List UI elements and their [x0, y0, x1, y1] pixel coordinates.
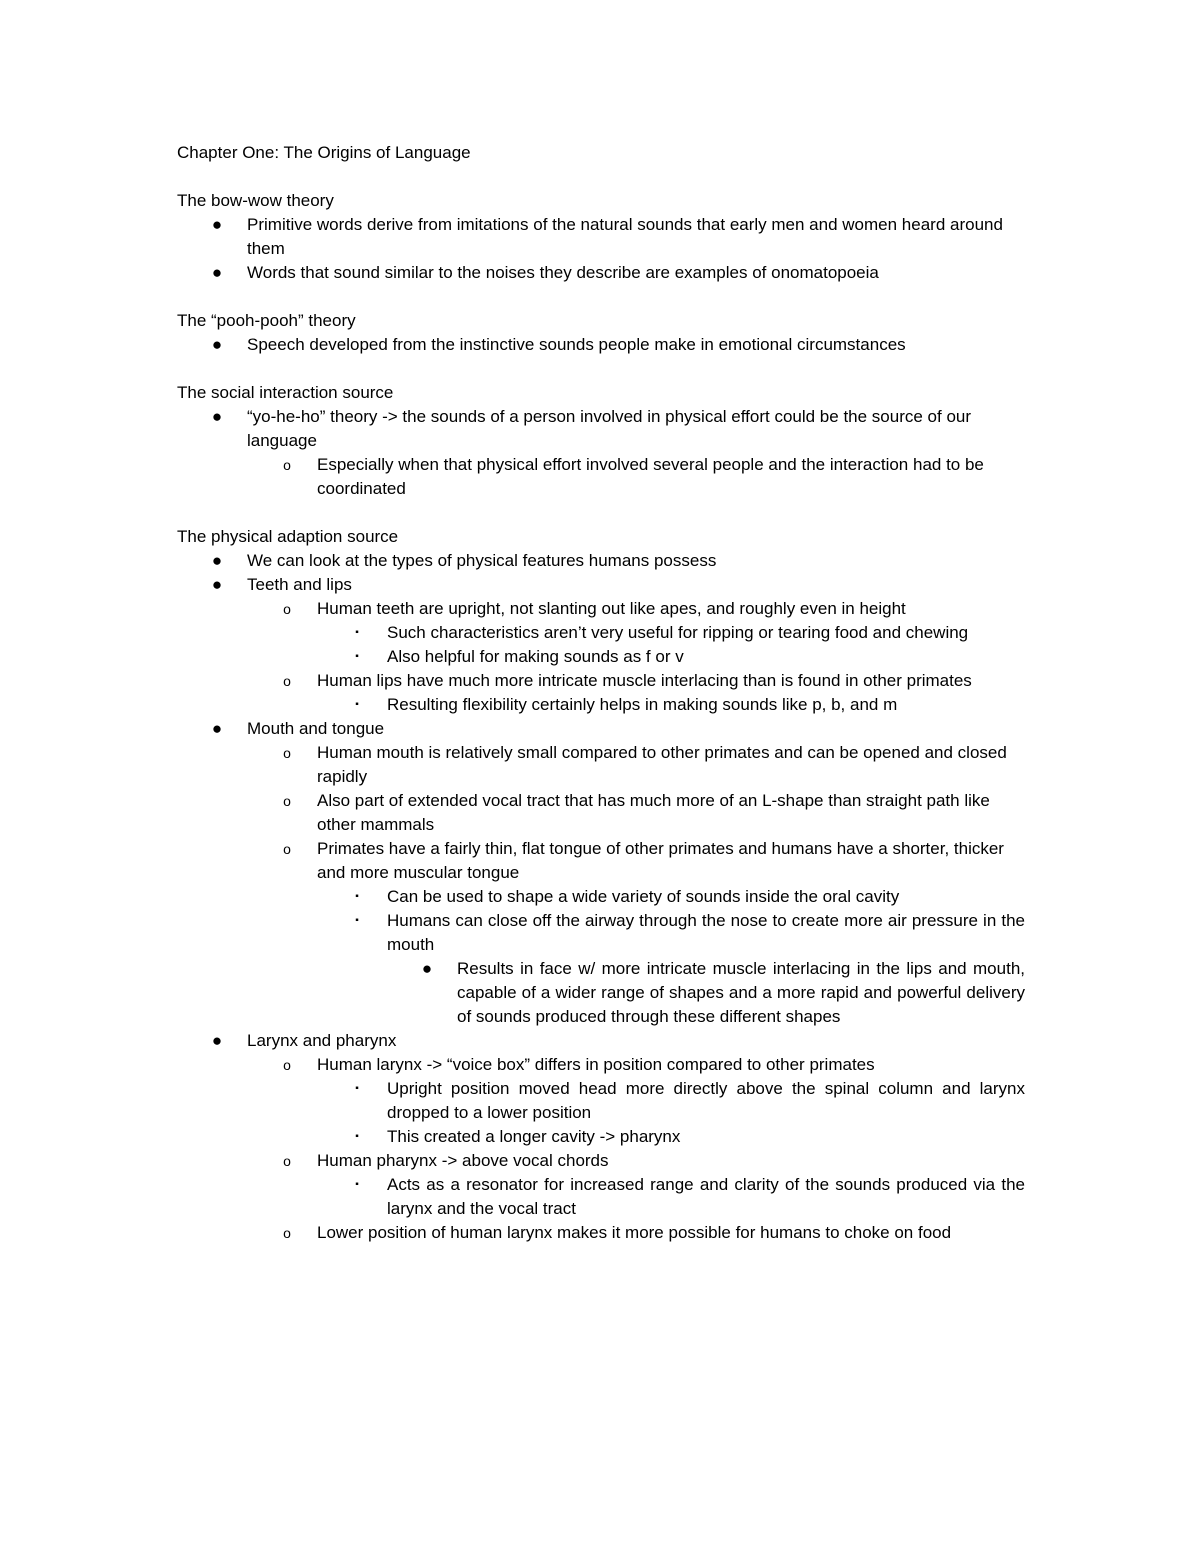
- sub-bullet-list: [177, 741, 1025, 885]
- list-item: [177, 957, 1025, 1029]
- list-item-text: Upright position moved head more directly above the spinal column and larynx dropped to a lower position: [387, 1079, 1025, 1122]
- list-item-text: Human teeth are upright, not slanting out like apes, and roughly even in height: [317, 599, 906, 618]
- sub-bullet-list: [177, 597, 1025, 621]
- square-bullet-icon: ▪: [355, 651, 359, 662]
- list-item: [177, 573, 1025, 597]
- square-bullet-icon: ▪: [355, 1131, 359, 1142]
- bullet-icon: ●: [211, 263, 223, 282]
- square-bullet-icon: ▪: [355, 1083, 359, 1094]
- list-item: [177, 1221, 1025, 1245]
- list-item-text: Such characteristics aren’t very useful for ripping or tearing food and chewing: [387, 623, 969, 642]
- sub-bullet-list: [177, 1053, 1025, 1077]
- list-item: [177, 453, 1025, 501]
- bullet-list: [177, 717, 1025, 741]
- list-item: [177, 1053, 1025, 1077]
- list-item: [177, 1149, 1025, 1173]
- circle-bullet-icon: o: [283, 841, 291, 857]
- list-item: [177, 669, 1025, 693]
- list-item-text: Human lips have much more intricate muscle interlacing than is found in other primates: [317, 671, 972, 690]
- list-item: [177, 909, 1025, 957]
- list-item: [177, 405, 1025, 453]
- section-heading: The physical adaption source: [177, 527, 399, 546]
- list-item-text: We can look at the types of physical features humans possess: [247, 551, 717, 570]
- list-item: [177, 213, 1025, 261]
- section-pooh-pooh: [177, 309, 1025, 357]
- list-item: [177, 621, 1025, 645]
- list-item-text: Larynx and pharynx: [247, 1031, 397, 1050]
- sub-bullet-list: [177, 621, 1025, 669]
- sub-bullet-list: [177, 1077, 1025, 1149]
- square-bullet-icon: ▪: [355, 891, 359, 902]
- bullet-list: [177, 1029, 1025, 1053]
- list-item: [177, 333, 1025, 357]
- list-item-text: Results in face w/ more intricate muscle interlacing in the lips and mouth, capable of a wider range of shapes and a more rapid and powerful delivery of sounds produced through these different shapes: [457, 959, 1025, 1026]
- sub-bullet-list: [177, 885, 1025, 957]
- list-item: [177, 261, 1025, 285]
- list-item: [177, 1077, 1025, 1125]
- list-item-text: Human larynx -> “voice box” differs in position compared to other primates: [317, 1055, 875, 1074]
- list-item-text: Lower position of human larynx makes it more possible for humans to choke on food: [317, 1223, 952, 1242]
- bullet-icon: ●: [421, 959, 433, 978]
- bullet-icon: ●: [211, 407, 223, 426]
- list-item-text: Mouth and tongue: [247, 719, 385, 738]
- section-heading: The “pooh-pooh” theory: [177, 311, 356, 330]
- list-item-text: Humans can close off the airway through the nose to create more air pressure in the mouth: [387, 911, 1025, 954]
- sub-bullet-list: [177, 1149, 1025, 1173]
- section-bow-wow: [177, 189, 1025, 285]
- circle-bullet-icon: o: [283, 793, 291, 809]
- list-item: [177, 741, 1025, 789]
- list-item: [177, 597, 1025, 621]
- list-item: [177, 837, 1025, 885]
- bullet-icon: ●: [211, 719, 223, 738]
- circle-bullet-icon: o: [283, 1057, 291, 1073]
- list-item-text: Also helpful for making sounds as f or v: [387, 647, 684, 666]
- square-bullet-icon: ▪: [355, 699, 359, 710]
- section-physical-adaption: [177, 525, 1025, 1245]
- sub-bullet-list: [177, 693, 1025, 717]
- bullet-icon: ●: [211, 215, 223, 234]
- list-item: [177, 885, 1025, 909]
- section-heading: The bow-wow theory: [177, 191, 334, 210]
- circle-bullet-icon: o: [283, 601, 291, 617]
- list-item-text: Speech developed from the instinctive sounds people make in emotional circumstances: [247, 335, 906, 354]
- list-item: [177, 789, 1025, 837]
- list-item-text: Human mouth is relatively small compared to other primates and can be opened and closed rapidly: [317, 743, 1007, 786]
- circle-bullet-icon: o: [283, 457, 291, 473]
- list-item-text: Also part of extended vocal tract that has much more of an L-shape than straight path like other mammals: [317, 791, 990, 834]
- list-item-text: Can be used to shape a wide variety of sounds inside the oral cavity: [387, 887, 900, 906]
- list-item-text: This created a longer cavity -> pharynx: [387, 1127, 681, 1146]
- list-item: [177, 1125, 1025, 1149]
- list-item: [177, 1173, 1025, 1221]
- bullet-list: [177, 549, 1025, 597]
- list-item-text: Primates have a fairly thin, flat tongue of other primates and humans have a shorter, thicker and more muscular tongue: [317, 839, 1004, 882]
- list-item-text: Teeth and lips: [247, 575, 352, 594]
- sub-bullet-list: [177, 1173, 1025, 1221]
- section-social-interaction: [177, 381, 1025, 501]
- sub-bullet-list: [177, 1221, 1025, 1245]
- circle-bullet-icon: o: [283, 1153, 291, 1169]
- list-item-text: Acts as a resonator for increased range and clarity of the sounds produced via the larynx and the vocal tract: [387, 1175, 1025, 1218]
- circle-bullet-icon: o: [283, 673, 291, 689]
- bullet-icon: ●: [211, 575, 223, 594]
- circle-bullet-icon: o: [283, 745, 291, 761]
- bullet-icon: ●: [211, 335, 223, 354]
- bullet-list: [177, 405, 1025, 453]
- square-bullet-icon: ▪: [355, 627, 359, 638]
- bullet-list: [177, 333, 1025, 357]
- list-item: [177, 693, 1025, 717]
- document-body: [177, 141, 1025, 1245]
- square-bullet-icon: ▪: [355, 1179, 359, 1190]
- circle-bullet-icon: o: [283, 1225, 291, 1241]
- list-item-text: Especially when that physical effort involved several people and the interaction had to be coordinated: [317, 455, 984, 498]
- list-item-text: Primitive words derive from imitations of the natural sounds that early men and women heard around them: [247, 215, 1003, 258]
- list-item: [177, 645, 1025, 669]
- bullet-list: [177, 213, 1025, 285]
- list-item-text: Resulting flexibility certainly helps in making sounds like p, b, and m: [387, 695, 898, 714]
- page-title: Chapter One: The Origins of Language: [177, 143, 471, 162]
- list-item-text: Human pharynx -> above vocal chords: [317, 1151, 609, 1170]
- sub-bullet-list: [177, 669, 1025, 693]
- sub-bullet-list: [177, 957, 1025, 1029]
- sub-bullet-list: [177, 453, 1025, 501]
- list-item-text: “yo-he-ho” theory -> the sounds of a person involved in physical effort could be the source of our language: [247, 407, 972, 450]
- bullet-icon: ●: [211, 1031, 223, 1050]
- list-item: [177, 549, 1025, 573]
- list-item: [177, 1029, 1025, 1053]
- list-item: [177, 717, 1025, 741]
- list-item-text: Words that sound similar to the noises they describe are examples of onomatopoeia: [247, 263, 879, 282]
- square-bullet-icon: ▪: [355, 915, 359, 926]
- section-heading: The social interaction source: [177, 383, 394, 402]
- bullet-icon: ●: [211, 551, 223, 570]
